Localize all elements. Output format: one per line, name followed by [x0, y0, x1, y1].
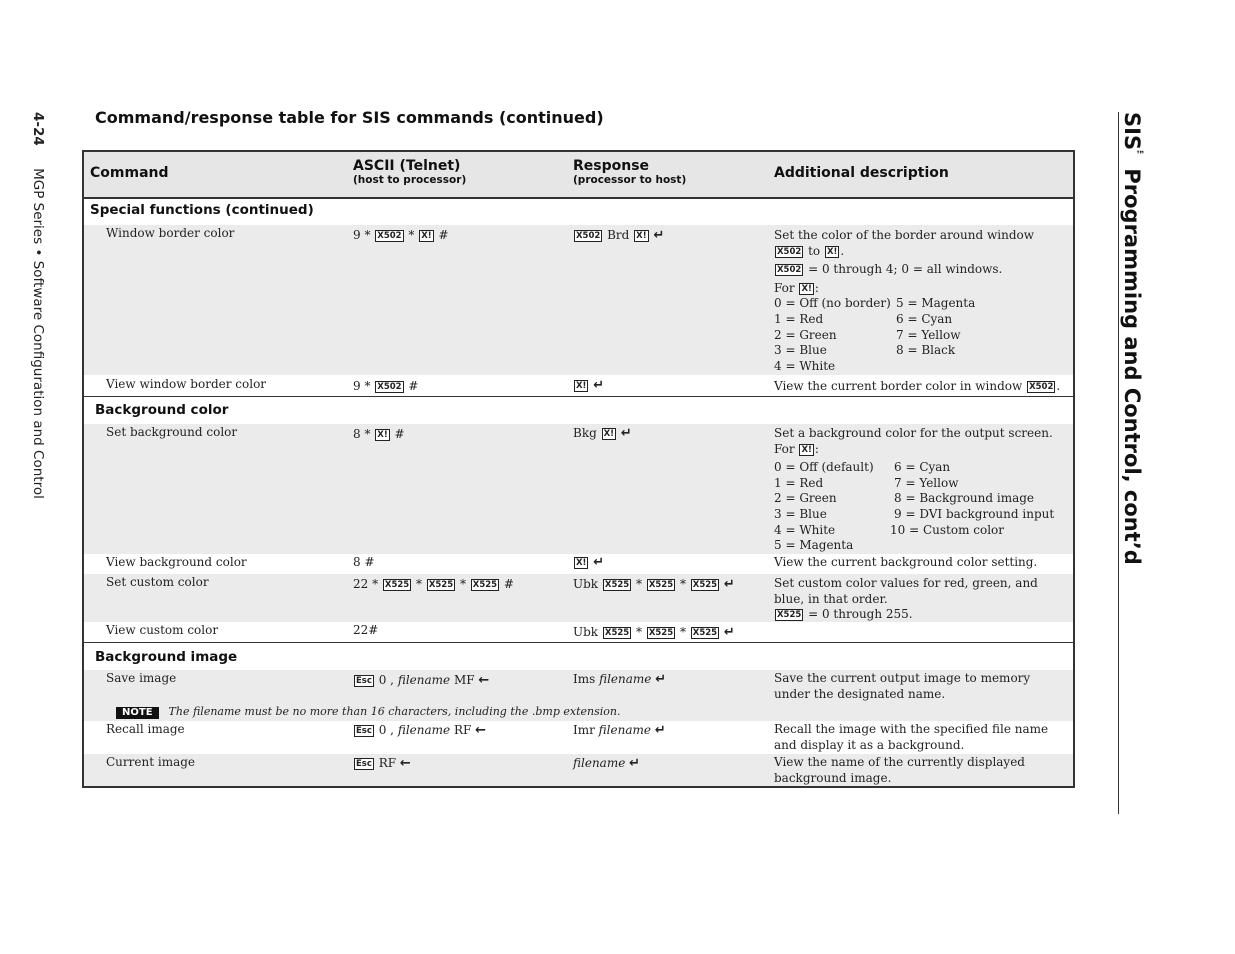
- command-cell: Save image: [106, 671, 177, 685]
- x525-key: X525: [692, 628, 718, 638]
- chapter-title: [1120, 112, 1146, 565]
- return-icon: ↵: [723, 577, 735, 592]
- trademark-mark: ™: [1135, 150, 1146, 162]
- color-options: 0 = Off (no border) 1 = Red 2 = Green 3 = Blue 4 = White 5 = Magenta 6 = Cyan 7 = Yellow 8 = Black: [774, 296, 976, 373]
- header-ascii-sub: (host to processor): [353, 174, 467, 186]
- x502-key: X502: [377, 382, 402, 392]
- x502-key: X502: [1029, 382, 1054, 392]
- header-response-label: Response: [573, 158, 650, 174]
- description-cell: View the current background color setting.: [774, 555, 1038, 569]
- x525-key: X525: [692, 580, 718, 590]
- description-cell: Recall the image with the specified file name and display it as a background.: [774, 722, 1049, 752]
- x525-key: X525: [648, 580, 674, 590]
- description-cell: Set the color of the border around window X502 to X! . X502 = 0 through 4; 0 = all windows. For X! : 0 = Off (no border) 1 = Red 2 = Green 3 = Blue 4 = White 5 = Magenta 6 = Cyan 7 = Yellow 8 = Black: [774, 228, 1064, 374]
- chapter-title-rest: Programming and Control, cont’d: [1120, 161, 1144, 565]
- header-description: Additional description: [774, 165, 949, 181]
- section-background-color-row: [84, 396, 1073, 423]
- note: [116, 705, 620, 719]
- command-cell: View custom color: [106, 623, 219, 637]
- x525-key: X525: [428, 580, 454, 590]
- left-arrow-icon: ←: [399, 756, 411, 771]
- left-arrow-icon: ←: [478, 673, 490, 688]
- ascii-cell: 22#: [353, 623, 379, 637]
- return-icon: ↵: [653, 228, 665, 243]
- ascii-cell: 9 * X502 * X! #: [353, 228, 449, 242]
- x1-key: X!: [421, 231, 432, 241]
- esc-key: Esc: [356, 726, 372, 736]
- x1-key: X!: [826, 246, 838, 257]
- x502-key: X502: [576, 231, 601, 241]
- table-row: [84, 670, 1073, 721]
- page-number: 4-24: [30, 112, 46, 146]
- x1-key: X!: [576, 381, 587, 391]
- x502-key: X502: [777, 246, 802, 257]
- x1-key: X!: [636, 231, 647, 241]
- esc-key: Esc: [356, 759, 372, 769]
- description-cell: Set custom color values for red, green, and blue, in that order. X525 = 0 through 255.: [774, 576, 1038, 622]
- table-row: [84, 424, 1073, 554]
- ascii-cell: 9 * X502 #: [353, 379, 419, 393]
- description-cell: View the name of the currently displayed background image.: [774, 755, 1025, 785]
- command-cell: View background color: [106, 555, 247, 569]
- command-cell: Set background color: [106, 425, 238, 439]
- return-icon: ↵: [620, 426, 632, 441]
- x502-key: X502: [777, 265, 802, 276]
- ascii-cell: 22 * X525 * X525 * X525 #: [353, 577, 514, 591]
- return-icon: ↵: [593, 378, 605, 393]
- return-icon: ↵: [654, 723, 666, 738]
- chapter-title-sis: SIS: [1120, 112, 1144, 151]
- ascii-cell: 8 * X! #: [353, 427, 405, 441]
- esc-key: Esc: [356, 676, 372, 686]
- header-ascii: [353, 158, 466, 186]
- response-cell: Bkg X! ↵: [573, 426, 632, 441]
- running-header: [30, 112, 46, 499]
- section-background-image: Background image: [95, 649, 238, 665]
- x1-key: X!: [801, 444, 812, 455]
- x525-key: X525: [777, 610, 802, 621]
- response-cell: filename ↵: [573, 756, 641, 771]
- table-row: [84, 721, 1073, 754]
- table-row: [84, 754, 1073, 786]
- x1-key: X!: [377, 430, 388, 440]
- section-background-color: Background color: [95, 402, 229, 418]
- table-row: [84, 622, 1073, 642]
- divider-rule: [1118, 112, 1119, 814]
- description-cell: Set a background color for the output screen. For X! : 0 = Off (default) 1 = Red 2 = Green 3 = Blue 4 = White 5 = Magenta 6 = Cyan 7 = Yellow 8 = Background image 9 = DVI background input 10 = Custom color: [774, 426, 1064, 554]
- response-cell: Ubk X525 * X525 * X525 ↵: [573, 577, 735, 592]
- return-icon: ↵: [723, 625, 735, 640]
- section-special-functions: Special functions (continued): [90, 202, 314, 218]
- x1-key: X!: [801, 283, 812, 294]
- header-response: [573, 158, 686, 186]
- response-cell: Ubk X525 * X525 * X525 ↵: [573, 625, 735, 640]
- command-cell: Recall image: [106, 722, 185, 736]
- table-row: [84, 376, 1073, 395]
- x525-key: X525: [604, 580, 630, 590]
- x1-key: X!: [603, 429, 615, 439]
- x525-key: X525: [472, 580, 498, 590]
- command-cell: Set custom color: [106, 575, 209, 589]
- header-command: Command: [90, 165, 169, 181]
- page-title: Command/response table for SIS commands (continued): [95, 108, 604, 127]
- response-cell: Ims filename ↵: [573, 672, 667, 687]
- return-icon: ↵: [629, 756, 641, 771]
- description-cell: Save the current output image to memory under the designated name.: [774, 671, 1031, 701]
- ascii-cell: Esc 0 , filename MF ←: [356, 673, 490, 688]
- section-background-image-row: [84, 642, 1073, 670]
- table-row: [84, 554, 1073, 573]
- description-cell: View the current border color in window X502 .: [774, 379, 1061, 393]
- command-cell: Window border color: [106, 226, 235, 240]
- return-icon: ↵: [593, 555, 605, 570]
- header-ascii-label: ASCII (Telnet): [353, 158, 461, 174]
- note-text: The filename must be no more than 16 characters, including the .bmp extension.: [168, 705, 621, 718]
- x502-key: X502: [377, 231, 402, 241]
- ascii-cell: 8 #: [353, 555, 375, 569]
- color-options: 0 = Off (default) 1 = Red 2 = Green 3 = Blue 4 = White 5 = Magenta 6 = Cyan 7 = Yellow 8 = Background image 9 = DVI background input 10 = Custom color: [774, 460, 1055, 553]
- response-cell: X502 Brd X! ↵: [576, 228, 665, 243]
- command-cell: Current image: [106, 755, 196, 769]
- table-row: [84, 225, 1073, 375]
- header-response-sub: (processor to host): [573, 174, 687, 186]
- table-header: [84, 152, 1073, 199]
- response-cell: [573, 378, 604, 394]
- ascii-cell: Esc RF ←: [356, 756, 411, 771]
- x1-key: X!: [576, 558, 587, 568]
- running-header-text: MGP Series • Software Configuration and Control: [30, 168, 46, 499]
- command-cell: View window border color: [106, 377, 267, 391]
- note-tag: NOTE: [116, 707, 159, 719]
- x525-key: X525: [384, 580, 410, 590]
- return-icon: ↵: [655, 672, 667, 687]
- left-arrow-icon: ←: [475, 723, 487, 738]
- x525-key: X525: [604, 628, 630, 638]
- response-cell: [573, 555, 604, 571]
- table-row: [84, 574, 1073, 622]
- ascii-cell: Esc 0 , filename RF ←: [356, 723, 487, 738]
- command-table: [82, 150, 1075, 788]
- response-cell: Imr filename ↵: [573, 723, 666, 738]
- x525-key: X525: [648, 628, 674, 638]
